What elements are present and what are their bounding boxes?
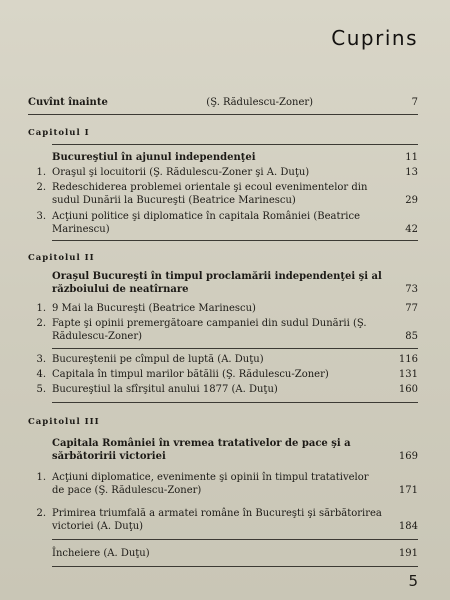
chapter-label: Capitolul II — [28, 253, 95, 263]
toc-item: 2. Fapte şi opinii premergătoare campaniei din sudul Dunării (Ş. Rădulescu-Zoner) 85 — [36, 318, 418, 342]
toc-item: 1. Acţiuni diplomatice, evenimente şi opinii în timpul tratativelor de pace (Ş. Rădulescu-Zoner) 171 — [36, 472, 418, 496]
divider — [52, 348, 418, 349]
toc-foreword — [28, 96, 418, 109]
toc-item: 4. Capitala în timpul marilor bătălii (Ş. Rădulescu-Zoner) 131 — [36, 369, 418, 380]
page-title: Cuprins — [331, 26, 418, 50]
chapter-heading: Oraşul Bucureşti în timpul proclamării independenţei şi al războiului de neatîrnare 73 — [52, 271, 418, 295]
toc-item: 3. Bucureştenii pe cîmpul de luptă (A. Duţu) 116 — [36, 354, 418, 365]
toc-item: 3. Acţiuni politice şi diplomatice în capitala României (Beatrice Marinescu) 42 — [36, 211, 418, 235]
page-number: 5 — [408, 572, 418, 590]
foreword-author: (Ş. Rădulescu-Zoner) — [206, 97, 314, 108]
chapter-label: Capitolul I — [28, 128, 90, 138]
chapter-label: Capitolul III — [28, 417, 100, 427]
divider — [52, 566, 418, 567]
divider — [52, 240, 418, 241]
toc-item: 5. Bucureştiul la sfîrşitul anului 1877 (A. Duţu) 160 — [36, 384, 418, 395]
chapter-heading: Capitala României în vremea tratativelor de pace şi a sărbătoririi victoriei 169 — [52, 438, 418, 462]
divider — [28, 114, 418, 115]
divider — [52, 144, 418, 145]
foreword-title: Cuvînt înainte — [28, 97, 108, 108]
chapter-heading-page: 169 — [398, 451, 418, 462]
toc-item: 2. Redeschiderea problemei orientale şi ecoul evenimentelor din sudul Dunării la Bucureşti (Beatrice Marinescu) 29 — [36, 182, 418, 206]
chapter-heading: Bucureştiul în ajunul independenţei 11 — [52, 152, 418, 163]
chapter-heading-page: 11 — [405, 152, 418, 163]
conclusion-page: 191 — [398, 548, 418, 559]
toc-conclusion: Încheiere (A. Duţu) 191 — [52, 548, 418, 559]
foreword-page: 7 — [411, 97, 418, 108]
chapter-heading-page: 73 — [405, 284, 418, 295]
toc-item: 1. Oraşul şi locuitorii (Ş. Rădulescu-Zoner şi A. Duţu) 13 — [36, 167, 418, 178]
toc-item: 2. Primirea triumfală a armatei române în Bucureşti şi sărbătorirea victoriei (A. Duţu) 184 — [36, 508, 418, 532]
divider — [52, 402, 418, 403]
divider — [52, 539, 418, 540]
toc-item: 1. 9 Mai la Bucureşti (Beatrice Marinescu) 77 — [36, 303, 418, 314]
